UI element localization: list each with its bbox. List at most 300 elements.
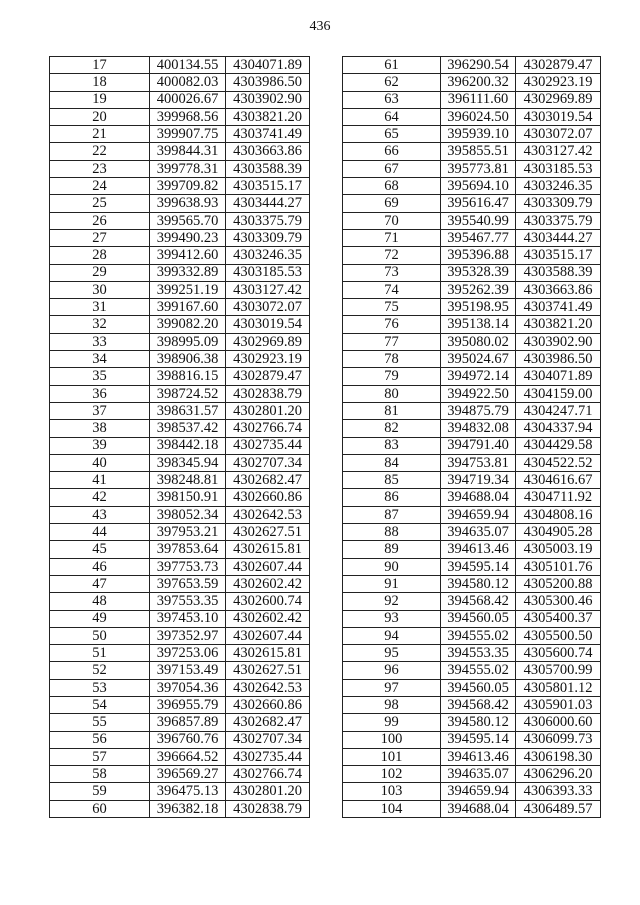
y-coordinate-cell: 4303663.86 [516,281,601,298]
table-row [50,524,310,541]
x-coordinate-cell: 395138.14 [441,316,516,333]
x-coordinate-cell: 397753.73 [150,558,226,575]
x-coordinate-cell: 395396.88 [441,247,516,264]
x-coordinate-cell: 395198.95 [441,299,516,316]
x-coordinate-cell: 397352.97 [150,627,226,644]
y-coordinate-cell: 4305600.74 [516,645,601,662]
x-coordinate-cell: 395328.39 [441,264,516,281]
point-number-cell: 64 [343,108,441,125]
y-coordinate-cell: 4303019.54 [516,108,601,125]
point-number-cell: 81 [343,402,441,419]
table-row [50,696,310,713]
x-coordinate-cell: 397453.10 [150,610,226,627]
y-coordinate-cell: 4303309.79 [516,195,601,212]
table-row [50,351,310,368]
point-number-cell: 94 [343,627,441,644]
point-number-cell: 57 [50,748,150,765]
y-coordinate-cell: 4303246.35 [226,247,310,264]
y-coordinate-cell: 4302602.42 [226,610,310,627]
point-number-cell: 53 [50,679,150,696]
point-number-cell: 101 [343,748,441,765]
y-coordinate-cell: 4304159.00 [516,385,601,402]
x-coordinate-cell: 396200.32 [441,74,516,91]
point-number-cell: 76 [343,316,441,333]
x-coordinate-cell: 399709.82 [150,178,226,195]
point-number-cell: 77 [343,333,441,350]
y-coordinate-cell: 4306000.60 [516,714,601,731]
point-number-cell: 104 [343,800,441,817]
table-row [343,593,601,610]
point-number-cell: 100 [343,731,441,748]
y-coordinate-cell: 4303246.35 [516,178,601,195]
x-coordinate-cell: 394580.12 [441,714,516,731]
table-row [50,748,310,765]
y-coordinate-cell: 4303185.53 [226,264,310,281]
y-coordinate-cell: 4303127.42 [226,281,310,298]
table-row [50,575,310,592]
point-number-cell: 66 [343,143,441,160]
point-number-cell: 29 [50,264,150,281]
table-row [50,610,310,627]
point-number-cell: 61 [343,57,441,74]
table-row [50,74,310,91]
table-row [50,281,310,298]
point-number-cell: 78 [343,351,441,368]
table-row [343,489,601,506]
point-number-cell: 34 [50,351,150,368]
y-coordinate-cell: 4305300.46 [516,593,601,610]
point-number-cell: 68 [343,178,441,195]
point-number-cell: 25 [50,195,150,212]
y-coordinate-cell: 4303902.90 [226,91,310,108]
y-coordinate-cell: 4302969.89 [516,91,601,108]
y-coordinate-cell: 4305101.76 [516,558,601,575]
point-number-cell: 17 [50,57,150,74]
table-row [343,281,601,298]
x-coordinate-cell: 399844.31 [150,143,226,160]
x-coordinate-cell: 395855.51 [441,143,516,160]
x-coordinate-cell: 394719.34 [441,472,516,489]
table-row [343,126,601,143]
table-row [343,316,601,333]
x-coordinate-cell: 398052.34 [150,506,226,523]
y-coordinate-cell: 4304522.52 [516,454,601,471]
point-number-cell: 65 [343,126,441,143]
x-coordinate-cell: 398995.09 [150,333,226,350]
point-number-cell: 95 [343,645,441,662]
table-row [343,437,601,454]
table-row [50,800,310,817]
point-number-cell: 72 [343,247,441,264]
point-number-cell: 60 [50,800,150,817]
y-coordinate-cell: 4302923.19 [516,74,601,91]
point-number-cell: 48 [50,593,150,610]
table-row [50,178,310,195]
x-coordinate-cell: 396664.52 [150,748,226,765]
x-coordinate-cell: 398248.81 [150,472,226,489]
x-coordinate-cell: 396111.60 [441,91,516,108]
table-row [50,627,310,644]
x-coordinate-cell: 399968.56 [150,108,226,125]
table-row [50,402,310,419]
y-coordinate-cell: 4302627.51 [226,524,310,541]
table-row [343,472,601,489]
y-coordinate-cell: 4302801.20 [226,402,310,419]
x-coordinate-cell: 394580.12 [441,575,516,592]
table-row [50,57,310,74]
table-row [50,679,310,696]
y-coordinate-cell: 4304429.58 [516,437,601,454]
table-row [343,645,601,662]
y-coordinate-cell: 4302735.44 [226,748,310,765]
table-row [343,160,601,177]
y-coordinate-cell: 4306296.20 [516,766,601,783]
point-number-cell: 75 [343,299,441,316]
point-number-cell: 27 [50,229,150,246]
y-coordinate-cell: 4303444.27 [516,229,601,246]
x-coordinate-cell: 399082.20 [150,316,226,333]
y-coordinate-cell: 4302602.42 [226,575,310,592]
x-coordinate-cell: 397153.49 [150,662,226,679]
table-row [50,195,310,212]
y-coordinate-cell: 4302879.47 [516,57,601,74]
point-number-cell: 97 [343,679,441,696]
y-coordinate-cell: 4302801.20 [226,783,310,800]
x-coordinate-cell: 396857.89 [150,714,226,731]
x-coordinate-cell: 399907.75 [150,126,226,143]
x-coordinate-cell: 394753.81 [441,454,516,471]
x-coordinate-cell: 394568.42 [441,593,516,610]
x-coordinate-cell: 397553.35 [150,593,226,610]
y-coordinate-cell: 4305700.99 [516,662,601,679]
y-coordinate-cell: 4306489.57 [516,800,601,817]
y-coordinate-cell: 4302615.81 [226,541,310,558]
x-coordinate-cell: 399332.89 [150,264,226,281]
y-coordinate-cell: 4303375.79 [516,212,601,229]
table-row [343,748,601,765]
y-coordinate-cell: 4304905.28 [516,524,601,541]
x-coordinate-cell: 398442.18 [150,437,226,454]
point-number-cell: 28 [50,247,150,264]
table-row [343,57,601,74]
table-row [50,108,310,125]
x-coordinate-cell: 398906.38 [150,351,226,368]
y-coordinate-cell: 4302735.44 [226,437,310,454]
point-number-cell: 89 [343,541,441,558]
table-row [343,714,601,731]
x-coordinate-cell: 396760.76 [150,731,226,748]
y-coordinate-cell: 4303515.17 [516,247,601,264]
point-number-cell: 41 [50,472,150,489]
point-number-cell: 69 [343,195,441,212]
table-row [50,229,310,246]
point-number-cell: 96 [343,662,441,679]
table-row [50,299,310,316]
x-coordinate-cell: 394832.08 [441,420,516,437]
table-row [50,731,310,748]
point-number-cell: 88 [343,524,441,541]
point-number-cell: 38 [50,420,150,437]
point-number-cell: 43 [50,506,150,523]
y-coordinate-cell: 4303309.79 [226,229,310,246]
x-coordinate-cell: 394688.04 [441,489,516,506]
x-coordinate-cell: 397253.06 [150,645,226,662]
table-row [343,333,601,350]
table-row [50,126,310,143]
point-number-cell: 80 [343,385,441,402]
table-row [50,541,310,558]
x-coordinate-cell: 394555.02 [441,662,516,679]
x-coordinate-cell: 394595.14 [441,731,516,748]
point-number-cell: 21 [50,126,150,143]
x-coordinate-cell: 398537.42 [150,420,226,437]
point-number-cell: 59 [50,783,150,800]
table-row [343,696,601,713]
point-number-cell: 73 [343,264,441,281]
x-coordinate-cell: 394613.46 [441,748,516,765]
table-row [343,74,601,91]
x-coordinate-cell: 394568.42 [441,696,516,713]
table-row [343,351,601,368]
y-coordinate-cell: 4305500.50 [516,627,601,644]
coordinates-table-right [342,56,601,818]
x-coordinate-cell: 394613.46 [441,541,516,558]
y-coordinate-cell: 4302682.47 [226,714,310,731]
x-coordinate-cell: 399638.93 [150,195,226,212]
table-row [50,385,310,402]
point-number-cell: 46 [50,558,150,575]
y-coordinate-cell: 4303741.49 [226,126,310,143]
y-coordinate-cell: 4303019.54 [226,316,310,333]
x-coordinate-cell: 400026.67 [150,91,226,108]
table-row [50,91,310,108]
table-row [343,575,601,592]
table-row [343,108,601,125]
x-coordinate-cell: 398631.57 [150,402,226,419]
y-coordinate-cell: 4306393.33 [516,783,601,800]
point-number-cell: 56 [50,731,150,748]
table-row [343,195,601,212]
x-coordinate-cell: 396475.13 [150,783,226,800]
point-number-cell: 70 [343,212,441,229]
table-row [343,402,601,419]
y-coordinate-cell: 4304071.89 [226,57,310,74]
table-row [343,178,601,195]
table-row [343,229,601,246]
table-row [343,420,601,437]
point-number-cell: 102 [343,766,441,783]
point-number-cell: 103 [343,783,441,800]
y-coordinate-cell: 4306198.30 [516,748,601,765]
x-coordinate-cell: 394635.07 [441,766,516,783]
y-coordinate-cell: 4302766.74 [226,766,310,783]
table-row [343,454,601,471]
x-coordinate-cell: 396024.50 [441,108,516,125]
point-number-cell: 30 [50,281,150,298]
point-number-cell: 50 [50,627,150,644]
x-coordinate-cell: 394972.14 [441,368,516,385]
point-number-cell: 54 [50,696,150,713]
table-row [343,143,601,160]
x-coordinate-cell: 394659.94 [441,506,516,523]
x-coordinate-cell: 394688.04 [441,800,516,817]
x-coordinate-cell: 396569.27 [150,766,226,783]
x-coordinate-cell: 397953.21 [150,524,226,541]
x-coordinate-cell: 395540.99 [441,212,516,229]
y-coordinate-cell: 4303821.20 [226,108,310,125]
point-number-cell: 83 [343,437,441,454]
y-coordinate-cell: 4302642.53 [226,506,310,523]
table-row [343,541,601,558]
x-coordinate-cell: 398724.52 [150,385,226,402]
point-number-cell: 42 [50,489,150,506]
table-row [50,783,310,800]
x-coordinate-cell: 397653.59 [150,575,226,592]
table-row [343,212,601,229]
y-coordinate-cell: 4302707.34 [226,454,310,471]
point-number-cell: 84 [343,454,441,471]
table-row [343,558,601,575]
table-row [50,714,310,731]
x-coordinate-cell: 394791.40 [441,437,516,454]
y-coordinate-cell: 4302607.44 [226,627,310,644]
point-number-cell: 85 [343,472,441,489]
table-row [50,662,310,679]
y-coordinate-cell: 4303127.42 [516,143,601,160]
y-coordinate-cell: 4303444.27 [226,195,310,212]
x-coordinate-cell: 398150.91 [150,489,226,506]
point-number-cell: 62 [343,74,441,91]
x-coordinate-cell: 394595.14 [441,558,516,575]
x-coordinate-cell: 396382.18 [150,800,226,817]
table-row [343,783,601,800]
point-number-cell: 20 [50,108,150,125]
table-row [50,593,310,610]
point-number-cell: 18 [50,74,150,91]
y-coordinate-cell: 4303902.90 [516,333,601,350]
x-coordinate-cell: 396290.54 [441,57,516,74]
x-coordinate-cell: 400082.03 [150,74,226,91]
y-coordinate-cell: 4302660.86 [226,696,310,713]
y-coordinate-cell: 4302615.81 [226,645,310,662]
table-row [343,800,601,817]
point-number-cell: 82 [343,420,441,437]
table-row [50,558,310,575]
table-row [50,454,310,471]
point-number-cell: 49 [50,610,150,627]
point-number-cell: 24 [50,178,150,195]
point-number-cell: 51 [50,645,150,662]
point-number-cell: 45 [50,541,150,558]
point-number-cell: 99 [343,714,441,731]
x-coordinate-cell: 397054.36 [150,679,226,696]
point-number-cell: 93 [343,610,441,627]
y-coordinate-cell: 4303515.17 [226,178,310,195]
x-coordinate-cell: 395616.47 [441,195,516,212]
y-coordinate-cell: 4302707.34 [226,731,310,748]
table-row [50,333,310,350]
y-coordinate-cell: 4303185.53 [516,160,601,177]
y-coordinate-cell: 4303072.07 [516,126,601,143]
point-number-cell: 52 [50,662,150,679]
x-coordinate-cell: 394875.79 [441,402,516,419]
x-coordinate-cell: 399778.31 [150,160,226,177]
point-number-cell: 74 [343,281,441,298]
table-row [343,264,601,281]
table-row [343,679,601,696]
point-number-cell: 67 [343,160,441,177]
table-row [343,506,601,523]
x-coordinate-cell: 395262.39 [441,281,516,298]
y-coordinate-cell: 4302838.79 [226,385,310,402]
x-coordinate-cell: 394555.02 [441,627,516,644]
x-coordinate-cell: 399565.70 [150,212,226,229]
y-coordinate-cell: 4302660.86 [226,489,310,506]
y-coordinate-cell: 4302600.74 [226,593,310,610]
x-coordinate-cell: 400134.55 [150,57,226,74]
y-coordinate-cell: 4302838.79 [226,800,310,817]
point-number-cell: 47 [50,575,150,592]
table-row [50,489,310,506]
table-row [343,385,601,402]
coordinates-table-left-body [50,57,310,818]
table-row [50,212,310,229]
y-coordinate-cell: 4303741.49 [516,299,601,316]
table-row [50,420,310,437]
y-coordinate-cell: 4304071.89 [516,368,601,385]
point-number-cell: 23 [50,160,150,177]
point-number-cell: 58 [50,766,150,783]
point-number-cell: 92 [343,593,441,610]
x-coordinate-cell: 395694.10 [441,178,516,195]
point-number-cell: 79 [343,368,441,385]
y-coordinate-cell: 4303072.07 [226,299,310,316]
y-coordinate-cell: 4302682.47 [226,472,310,489]
point-number-cell: 39 [50,437,150,454]
x-coordinate-cell: 395467.77 [441,229,516,246]
y-coordinate-cell: 4302627.51 [226,662,310,679]
y-coordinate-cell: 4303821.20 [516,316,601,333]
x-coordinate-cell: 399167.60 [150,299,226,316]
x-coordinate-cell: 398816.15 [150,368,226,385]
point-number-cell: 31 [50,299,150,316]
x-coordinate-cell: 397853.64 [150,541,226,558]
y-coordinate-cell: 4303588.39 [226,160,310,177]
point-number-cell: 98 [343,696,441,713]
table-row [343,91,601,108]
point-number-cell: 26 [50,212,150,229]
point-number-cell: 91 [343,575,441,592]
x-coordinate-cell: 399412.60 [150,247,226,264]
table-row [343,627,601,644]
y-coordinate-cell: 4303588.39 [516,264,601,281]
y-coordinate-cell: 4305901.03 [516,696,601,713]
table-row [343,731,601,748]
x-coordinate-cell: 395939.10 [441,126,516,143]
table-row [50,472,310,489]
point-number-cell: 44 [50,524,150,541]
table-row [343,610,601,627]
y-coordinate-cell: 4305801.12 [516,679,601,696]
point-number-cell: 86 [343,489,441,506]
y-coordinate-cell: 4304808.16 [516,506,601,523]
y-coordinate-cell: 4305400.37 [516,610,601,627]
page-number: 436 [309,19,331,34]
y-coordinate-cell: 4304247.71 [516,402,601,419]
coordinates-table-right-body [343,57,601,818]
point-number-cell: 40 [50,454,150,471]
x-coordinate-cell: 394922.50 [441,385,516,402]
